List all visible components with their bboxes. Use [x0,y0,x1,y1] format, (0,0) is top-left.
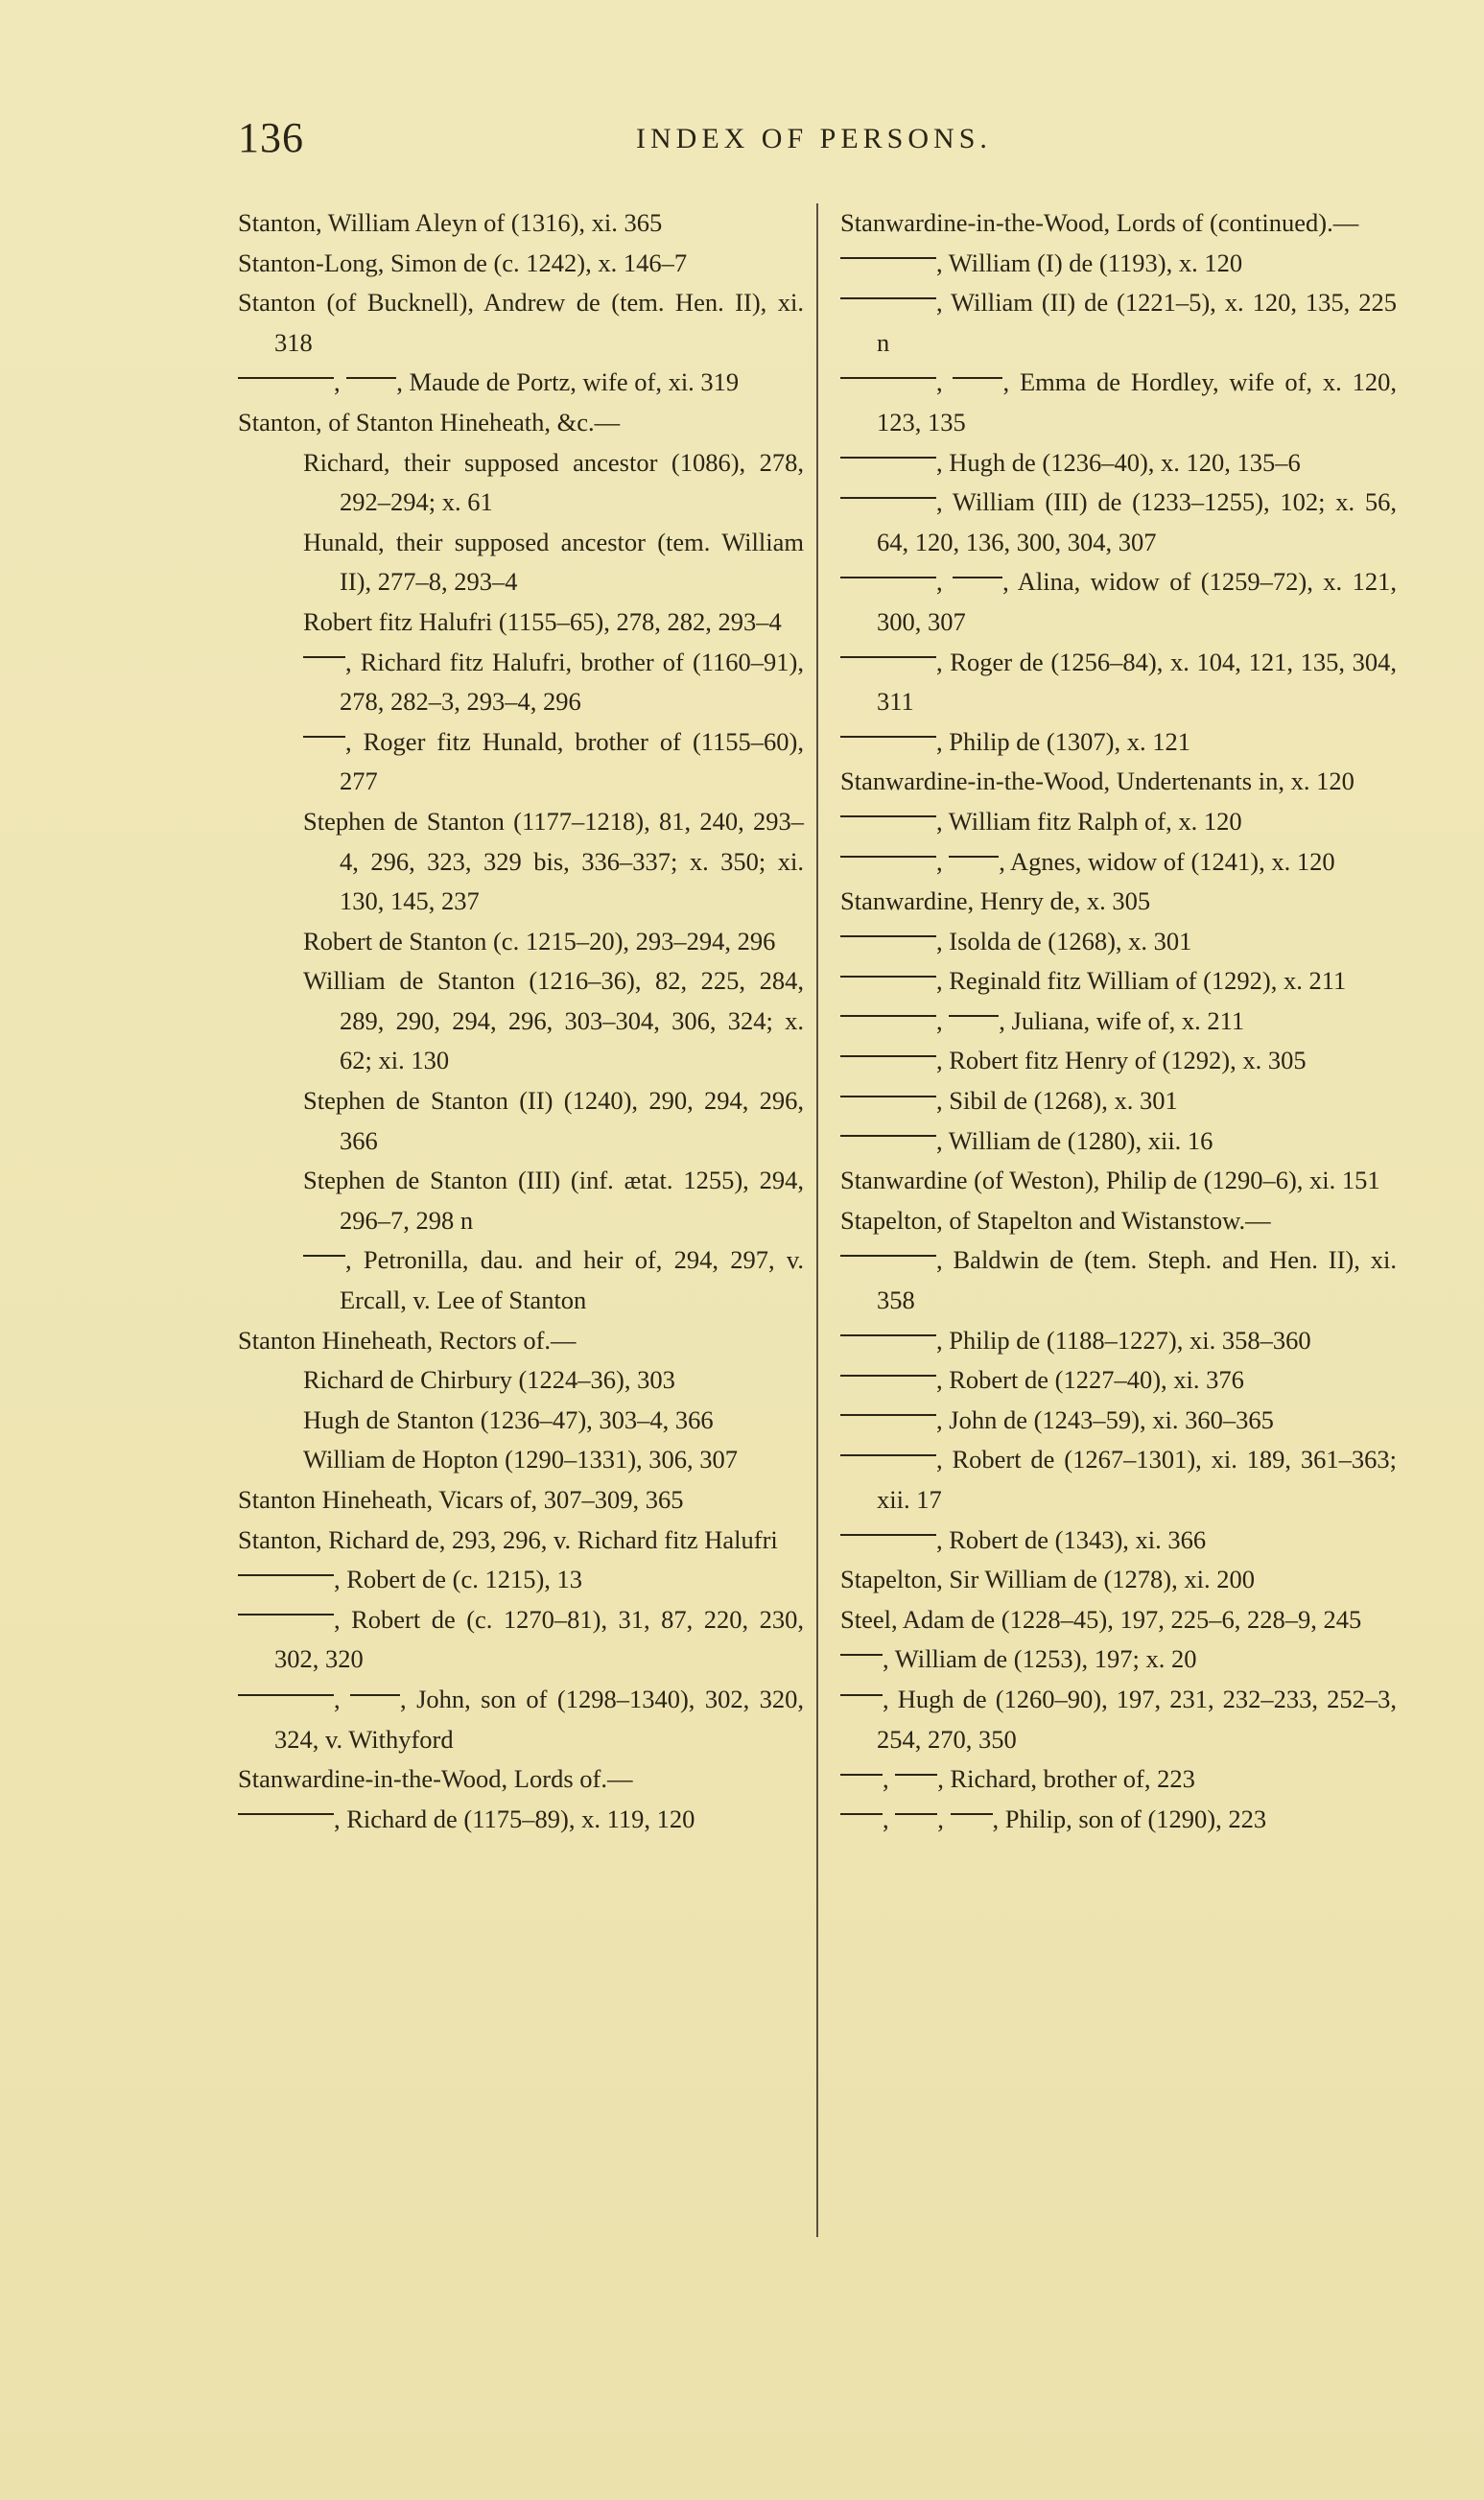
entry-text: William de Stanton (1216–36), 82, 225, 284, 289, 290, 294, 296, 303–304, 306, 324; x. 62; xi. 130 [303,966,804,1075]
ditto-dash [840,1121,936,1138]
index-entry [840,1201,1397,1241]
index-entry [238,1321,804,1361]
entry-text: , Hugh de (1260–90), 197, 231, 232–233, 252–3, 254, 270, 350 [877,1684,1397,1754]
entry-text: , Philip de (1188–1227), xi. 358–360 [936,1325,1311,1355]
entry-text: , Reginald fitz William of (1292), x. 211 [936,966,1347,996]
index-entry: , , Alina, widow of (1259–72), x. 121, 300, 307 [840,562,1397,642]
index-entry: , , Richard, brother of, 223 [840,1759,1397,1800]
entry-text: , Isolda de (1268), x. 301 [936,926,1192,955]
index-entry [840,802,1397,842]
index-entry [840,1401,1397,1441]
index-entry [840,1600,1397,1640]
ditto-dash [949,842,999,859]
index-entry [840,762,1397,802]
entry-text: Stanton Hineheath, Rectors of.— [238,1325,577,1355]
ditto-dash [840,1360,936,1377]
index-entry: , , Juliana, wife of, x. 211 [840,1002,1397,1042]
ditto-dash [238,1560,334,1576]
entry-text: , Sibil de (1268), x. 301 [936,1086,1178,1116]
index-subentry [238,643,804,722]
entry-text: Richard de Chirbury (1224–36), 303 [303,1365,675,1395]
entry-text: Stanton, William Aleyn of (1316), xi. 365 [238,208,663,237]
entry-text: Stanwardine-in-the-Wood, Undertenants in, x. 120 [840,767,1354,796]
index-entry [840,1041,1397,1081]
ditto-dash [238,1680,334,1696]
entry-text: , Robert de (1343), xi. 366 [936,1524,1207,1554]
ditto-dash [238,1800,334,1816]
entry-text: Robert de Stanton (c. 1215–20), 293–294, 296 [303,926,776,955]
ditto-dash [840,1759,883,1776]
index-entry [238,283,804,363]
ditto-dash [840,562,936,578]
ditto-dash [840,1002,936,1018]
index-column-left [238,203,804,1839]
entry-text: Stanwardine-in-the-Wood, Lords of (continued).— [840,208,1359,237]
entry-text: , Richard, brother of, 223 [937,1764,1195,1794]
index-entry [238,403,804,443]
ditto-dash [840,1041,936,1057]
entry-text: Stapelton, Sir William de (1278), xi. 200 [840,1565,1255,1594]
index-entry [840,882,1397,922]
entry-text: Stanwardine, Henry de, x. 305 [840,886,1151,916]
ditto-dash [840,922,936,938]
index-entry [840,1360,1397,1401]
index-subentry [238,602,804,643]
page-number: 136 [238,114,304,161]
index-subentry [238,961,804,1081]
entry-text: Stanton-Long, Simon de (c. 1242), x. 146–7 [238,248,688,277]
ditto-dash [840,1800,883,1816]
index-entry [840,443,1397,483]
entry-text: Stanton Hineheath, Vicars of, 307–309, 365 [238,1485,684,1514]
entry-text: , William (II) de (1221–5), x. 120, 135, 225 n [877,288,1397,357]
ditto-dash [346,363,396,379]
index-entry [840,283,1397,363]
ditto-dash [238,1600,334,1616]
ditto-dash [840,961,936,978]
entry-text: Hugh de Stanton (1236–47), 303–4, 366 [303,1404,714,1434]
entry-text: Richard, their supposed ancestor (1086), 278, 292–294; x. 61 [303,447,804,517]
entry-text: , Agnes, widow of (1241), x. 120 [999,846,1335,876]
index-entry [840,961,1397,1002]
entry-text: , Philip de (1307), x. 121 [936,726,1190,756]
ditto-dash [840,1521,936,1537]
ditto-dash [895,1759,937,1776]
column-divider [816,203,818,2237]
ditto-dash [303,1240,345,1257]
entry-text: Stephen de Stanton (1177–1218), 81, 240, 293–4, 296, 323, 329 bis, 336–337; x. 350; xi. 130, 145, 237 [303,806,804,916]
entry-text: , Juliana, wife of, x. 211 [999,1005,1245,1035]
ditto-dash [840,363,936,379]
index-subentry [238,722,804,802]
index-entry [840,922,1397,962]
ditto-dash [895,1800,937,1816]
index-subentry [238,1161,804,1240]
page-header [238,113,1197,171]
index-entry [840,1321,1397,1361]
ditto-dash [953,562,1002,578]
index-subentry [238,1360,804,1401]
index-entry [238,1759,804,1800]
entry-text: , Richard fitz Halufri, brother of (1160–91), 278, 282–3, 293–4, 296 [340,647,804,717]
entry-text: , Maude de Portz, wife of, xi. 319 [396,367,740,397]
entry-text: , Robert de (1227–40), xi. 376 [936,1365,1244,1395]
entry-text: , William (I) de (1193), x. 120 [936,248,1243,277]
index-entry: , , John, son of (1298–1340), 302, 320, 324, v. Withyford [238,1680,804,1759]
entry-text: , Baldwin de (tem. Steph. and Hen. II), xi. 358 [877,1245,1397,1315]
index-entry [840,1161,1397,1201]
ditto-dash [350,1680,400,1696]
entry-text: , John de (1243–59), xi. 360–365 [936,1404,1274,1434]
index-entry: , , Maude de Portz, wife of, xi. 319 [238,363,804,403]
ditto-dash [303,722,345,739]
running-head: INDEX OF PERSONS. [636,123,992,154]
ditto-dash [840,802,936,818]
entry-text: , Robert de (c. 1215), 13 [334,1565,583,1594]
index-subentry [238,1081,804,1161]
entry-text: , Richard de (1175–89), x. 119, 120 [334,1804,695,1833]
ditto-dash [840,643,936,659]
ditto-dash [840,283,936,299]
entry-text: Stapelton, of Stapelton and Wistanstow.— [840,1205,1271,1235]
entry-text: , William (III) de (1233–1255), 102; x. 56, 64, 120, 136, 300, 304, 307 [877,487,1397,556]
ditto-dash [953,363,1002,379]
entry-text: , Robert de (1267–1301), xi. 189, 361–363; xii. 17 [877,1445,1397,1514]
ditto-dash [840,1440,936,1456]
entry-text: , Roger de (1256–84), x. 104, 121, 135, 304, 311 [877,647,1397,717]
entry-text: Stanwardine-in-the-Wood, Lords of.— [238,1764,633,1794]
entry-text: , Emma de Hordley, wife of, x. 120, 123, 135 [877,367,1398,436]
index-entry [840,203,1397,244]
index-entry [238,1521,804,1561]
entry-text: Hunald, their supposed ancestor (tem. William II), 277–8, 293–4 [303,527,804,597]
ditto-dash [840,244,936,260]
entry-text: Steel, Adam de (1228–45), 197, 225–6, 228–9, 245 [840,1604,1362,1634]
index-subentry [238,1440,804,1480]
index-entry [840,483,1397,562]
entry-text: , Petronilla, dau. and heir of, 294, 297, v. Ercall, v. Lee of Stanton [340,1245,804,1315]
index-subentry [238,1401,804,1441]
entry-text: , William fitz Ralph of, x. 120 [936,806,1242,836]
ditto-dash [840,1081,936,1097]
entry-text: , Robert de (c. 1270–81), 31, 87, 220, 230, 302, 320 [274,1604,804,1674]
entry-text: , Robert fitz Henry of (1292), x. 305 [936,1046,1307,1075]
index-entry [238,1600,804,1680]
index-entry: , , Emma de Hordley, wife of, x. 120, 123, 135 [840,363,1397,442]
index-entry [840,1121,1397,1162]
index-entry [238,203,804,244]
index-entry: , , Agnes, widow of (1241), x. 120 [840,842,1397,883]
entry-text: Robert fitz Halufri (1155–65), 278, 282, 293–4 [303,606,782,636]
ditto-dash [840,1680,883,1696]
index-entry [840,1680,1397,1759]
entry-text: Stephen de Stanton (II) (1240), 290, 294, 296, 366 [303,1086,804,1155]
ditto-dash [303,643,345,659]
entry-text: Stanton, Richard de, 293, 296, v. Richard fitz Halufri [238,1524,778,1554]
index-entry [840,1240,1397,1320]
ditto-dash [840,483,936,499]
ditto-dash [949,1002,999,1018]
index-entry [238,1480,804,1521]
index-subentry [238,443,804,523]
entry-text: , William de (1280), xii. 16 [936,1125,1213,1155]
entry-text: Stephen de Stanton (III) (inf. ætat. 1255), 294, 296–7, 298 n [303,1166,804,1235]
ditto-dash [840,443,936,460]
index-subentry [238,523,804,602]
entry-text: , Philip, son of (1290), 223 [992,1804,1267,1833]
entry-text: Stanton (of Bucknell), Andrew de (tem. Hen. II), xi. 318 [238,288,804,357]
index-subentry [238,922,804,962]
index-subentry [238,802,804,922]
index-entry [840,1521,1397,1561]
ditto-dash [238,363,334,379]
index-entry [238,1800,804,1840]
index-entry [238,1560,804,1600]
entry-text: , William de (1253), 197; x. 20 [883,1644,1197,1674]
entry-text: William de Hopton (1290–1331), 306, 307 [303,1445,739,1474]
entry-text: Stanwardine (of Weston), Philip de (1290–6), xi. 151 [840,1166,1380,1195]
entry-text: , Hugh de (1236–40), x. 120, 135–6 [936,447,1301,477]
index-entry [840,1440,1397,1520]
index-entry [840,1639,1397,1680]
entry-text: Stanton, of Stanton Hineheath, &c.— [238,407,621,436]
entry-text: , John, son of (1298–1340), 302, 320, 324, v. Withyford [274,1684,804,1754]
index-entry [840,643,1397,722]
ditto-dash [840,1639,883,1656]
ditto-dash [840,1401,936,1417]
ditto-dash [951,1800,993,1816]
index-entry [238,244,804,284]
ditto-dash [840,722,936,739]
index-subentry [238,1240,804,1320]
ditto-dash [840,1321,936,1337]
index-entry: , , , Philip, son of (1290), 223 [840,1800,1397,1840]
index-entry [840,722,1397,763]
ditto-dash [840,842,936,859]
ditto-dash [840,1240,936,1257]
index-entry [840,1560,1397,1600]
entry-text: , Roger fitz Hunald, brother of (1155–60), 277 [340,726,804,796]
entry-text: , Alina, widow of (1259–72), x. 121, 300, 307 [877,567,1398,636]
index-entry [840,1081,1397,1121]
index-column-right [840,203,1397,1839]
index-entry [840,244,1397,284]
